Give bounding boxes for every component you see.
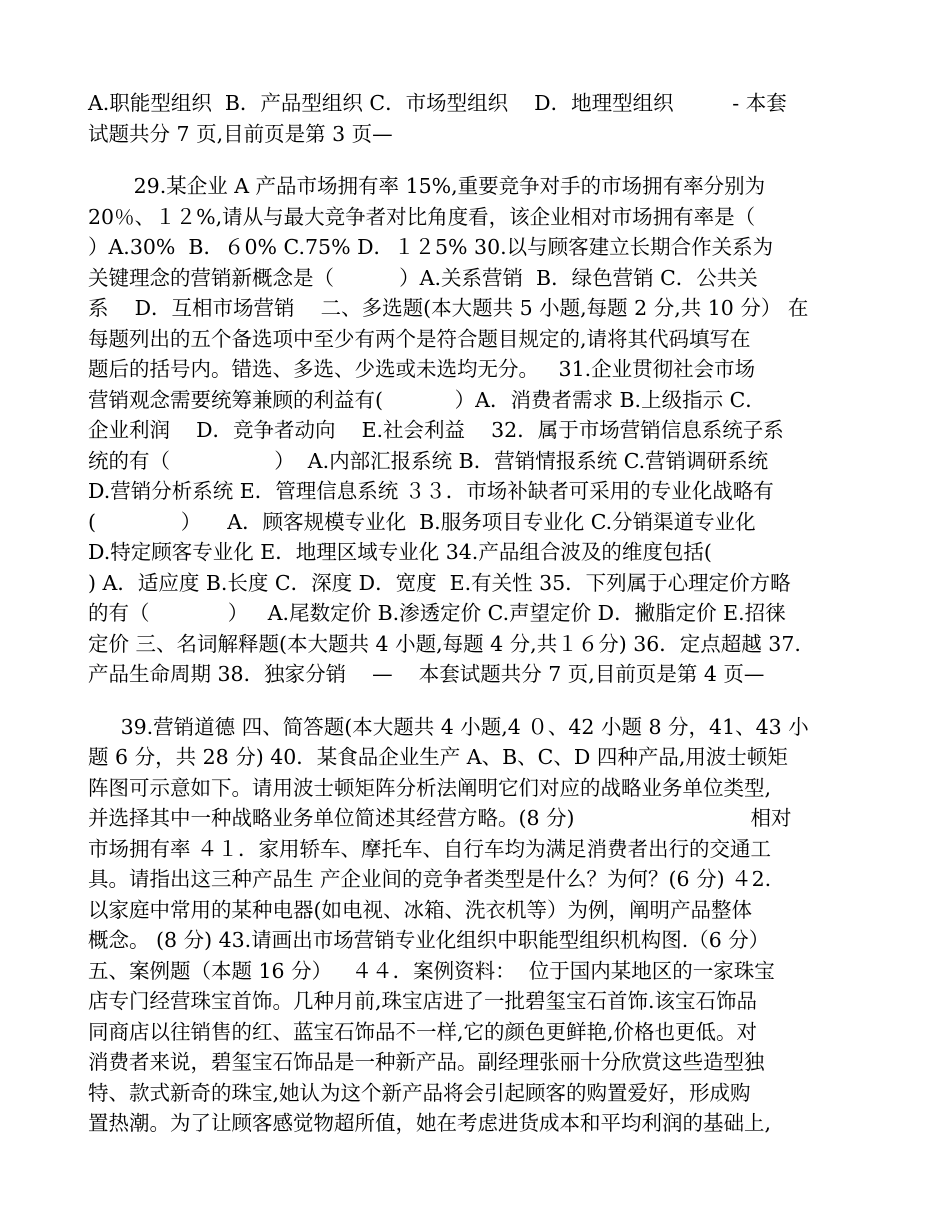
text-line: 特、款式新奇的珠宝,她认为这个新产品将会引起顾客的购置爱好，形成购 [88,1080,751,1105]
text-line: 定价 三、名词解释题(本大题共 4 小题,每题 4 分,共１６分) 36．定点超越 37. [88,631,801,656]
text-line: 置热潮。为了让顾客感觉物超所值，她在考虑进货成本和平均利润的基础上, [88,1111,772,1135]
text-line: 五、案例题（本题 16 分） ４４．案例资料： 位于国内某地区的一家珠宝 [88,958,775,983]
text-line: D.特定顾客专业化 E．地理区域专业化 34.产品组合波及的维度包括( [88,540,712,564]
text-line: 消费者来说，碧玺宝石饰品是一种新产品。副经理张丽十分欣赏这些造型独 [88,1050,765,1074]
text-line: 市场拥有率 ４１．家用轿车、摩托车、自行车均为满足消费者出行的交通工 [88,836,772,861]
text-line: 系 D．互相市场营销 二、多选题(本大题共 5 小题,每题 2 分,共 10 分） 在 [88,296,809,320]
text-line: 概念。 (8 分) 43.请画出市场营销专业化组织中职能型组织机构图.（6 分） [88,928,770,952]
question-block-bottom [88,712,863,1139]
text-line: 29.某企业 A 产品市场拥有率 15%,重要竞争对手的市场拥有率分别为 [88,174,766,198]
text-line: ）A.30% B．６0% C.75% D．１２5% 30.以与顾客建立长期合作关系为 [88,235,774,259]
text-line: 店专门经营珠宝首饰。几种月前,珠宝店进了一批碧玺宝石首饰.该宝石饰品 [88,989,758,1013]
text-line: 产品生命周期 38．独家分销 — 本套试题共分 7 页,目前页是第 4 页— [88,662,765,686]
paragraph-gap [88,149,863,171]
question-block-top [88,88,863,149]
text-line: 企业利润 D．竞争者动向 E.社会利益 32．属于市场营销信息系统子系 [88,418,784,442]
text-line: ) A．适应度 B.长度 C．深度 D．宽度 E.有关性 35．下列属于心理定价方略 [88,570,791,595]
text-line: 关键理念的营销新概念是（ ）A.关系营销 B．绿色营销 C．公共关 [88,265,758,290]
text-line: ( ） A．顾客规模专业化 B.服务项目专业化 C.分销渠道专业化 [88,509,756,534]
paragraph-gap [88,690,863,712]
text-line: 同商店以往销售的红、蓝宝石饰品不一样,它的颜色更鲜艳,价格也更低。对 [88,1019,758,1044]
text-line: 题后的括号内。错选、多选、少选或未选均无分。 31.企业贯彻社会市场 [88,357,756,381]
text-line: 每题列出的五个备选项中至少有两个是符合题目规定的,请将其代码填写在 [88,326,751,351]
text-line: A.职能型组织 B．产品型组织 C．市场型组织 D．地理型组织 - 本套 [88,91,787,115]
document-page [88,88,863,1139]
text-line: 试题共分 7 页,目前页是第 3 页— [88,121,393,146]
text-line: 并选择其中一种战略业务单位简述其经营方略。(8 分) 相对 [88,806,792,830]
text-line: 统的有（ ） A.内部汇报系统 B．营销情报系统 C.营销调研系统 [88,448,769,473]
text-line: 营销观念需要统筹兼顾的利益有( ）A．消费者需求 B.上级指示 C． [88,387,766,412]
text-line: 39.营销道德 四、简答题(本大题共 4 小题,4 ０、42 小题 8 分，41、43 小 [88,714,809,739]
text-line: 阵图可示意如下。请用波士顿矩阵分析法阐明它们对应的战略业务单位类型, [88,775,772,800]
text-line: 具。请指出这三种产品生 产企业间的竞争者类型是什么？为何？(6 分) ４2. [88,867,772,891]
text-line: 的有（ ） A.尾数定价 B.渗透定价 C.声望定价 D．撇脂定价 E.招徕 [88,601,786,625]
text-line: 题 6 分，共 28 分) 40．某食品企业生产 A、B、C、D 四种产品,用波士顿矩 [88,745,788,769]
text-line: 20％、１２%,请从与最大竞争者对比角度看，该企业相对市场拥有率是（ [88,204,756,229]
text-line: 以家庭中常用的某种电器(如电视、冰箱、洗衣机等）为例，阐明产品整体 [88,897,752,922]
text-line: D.营销分析系统 E．管理信息系统 ３３．市场补缺者可采用的专业化战略有 [88,479,774,503]
question-block-middle [88,171,863,690]
